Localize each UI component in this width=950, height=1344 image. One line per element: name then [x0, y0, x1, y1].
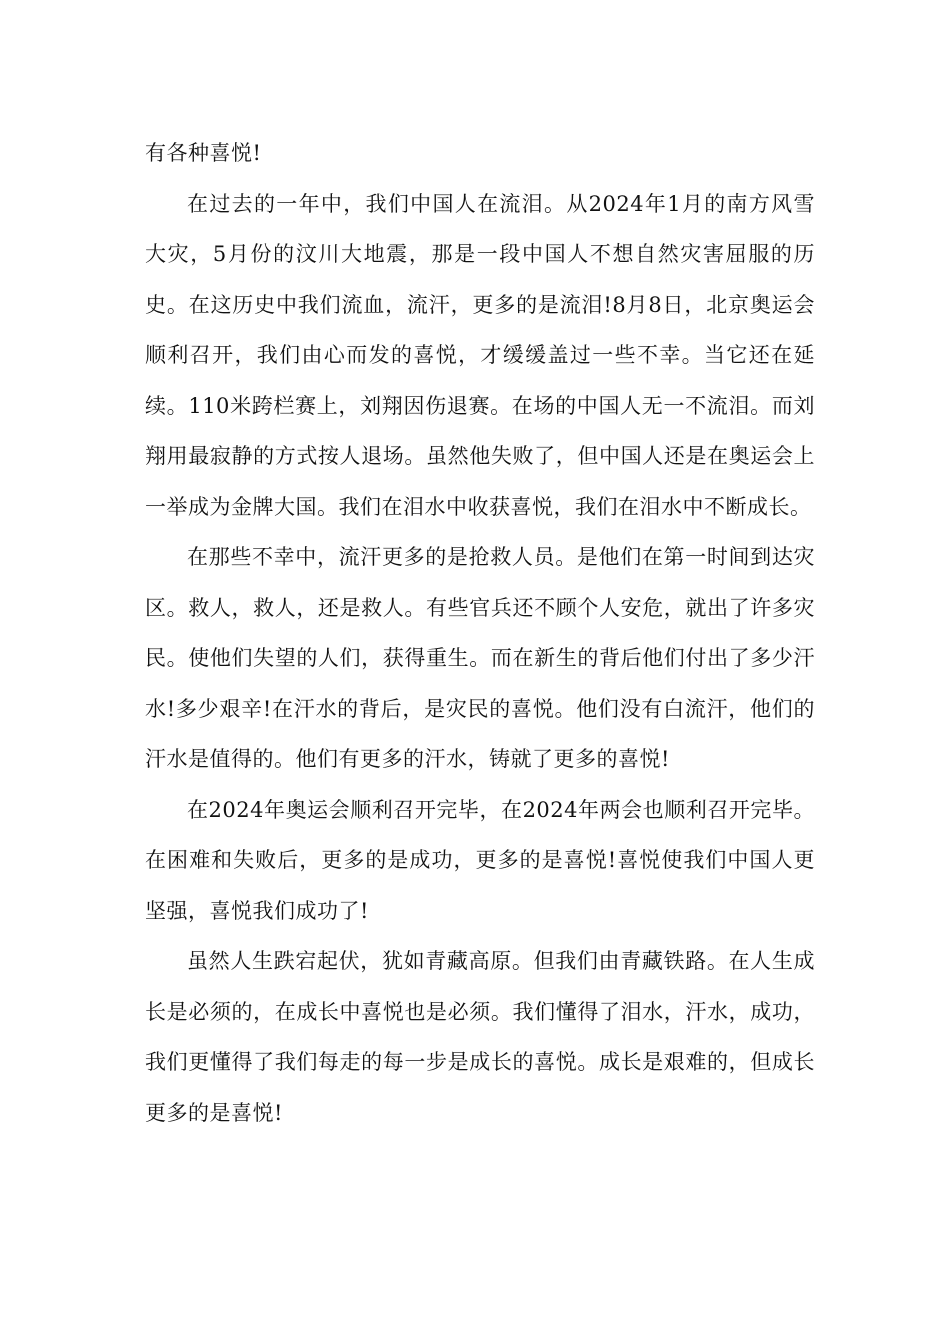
- paragraph-success: 在2024年奥运会顺利召开完毕，在2024年两会也顺利召开完毕。在困难和失败后，更多的是成功，更多的是喜悦!喜悦使我们中国人更坚强，喜悦我们成功了!: [145, 797, 815, 923]
- document-body: [145, 128, 815, 1138]
- paragraph-tears: 在过去的一年中，我们中国人在流泪。从2024年1月的南方风雪大灾，5月份的汶川大地震，那是一段中国人不想自然灾害屈服的历史。在这历史中我们流血，流汗，更多的是流泪!8月8日，北京奥运会顺利召开，我们由心而发的喜悦，才缓缓盖过一些不幸。当它还在延续。110米跨栏赛上，刘翔因伤退赛。在场的中国人无一不流泪。而刘翔用最寂静的方式按人退场。虽然他失败了，但中国人还是在奥运会上一举成为金牌大国。我们在泪水中收获喜悦，我们在泪水中不断成长。: [145, 191, 815, 519]
- paragraph-growth: 虽然人生跌宕起伏，犹如青藏高原。但我们由青藏铁路。在人生成长是必须的，在成长中喜悦也是必须。我们懂得了泪水，汗水，成功，我们更懂得了我们每走的每一步是成长的喜悦。成长是艰难的，但成长更多的是喜悦!: [145, 949, 815, 1125]
- paragraph-continuation: 有各种喜悦!: [145, 141, 262, 165]
- paragraph-sweat: 在那些不幸中，流汗更多的是抢救人员。是他们在第一时间到达灾区。救人，救人，还是救人。有些官兵还不顾个人安危，就出了许多灾民。使他们失望的人们，获得重生。而在新生的背后他们付出了多少汗水!多少艰辛!在汗水的背后，是灾民的喜悦。他们没有白流汗，他们的汗水是值得的。他们有更多的汗水，铸就了更多的喜悦!: [145, 545, 815, 771]
